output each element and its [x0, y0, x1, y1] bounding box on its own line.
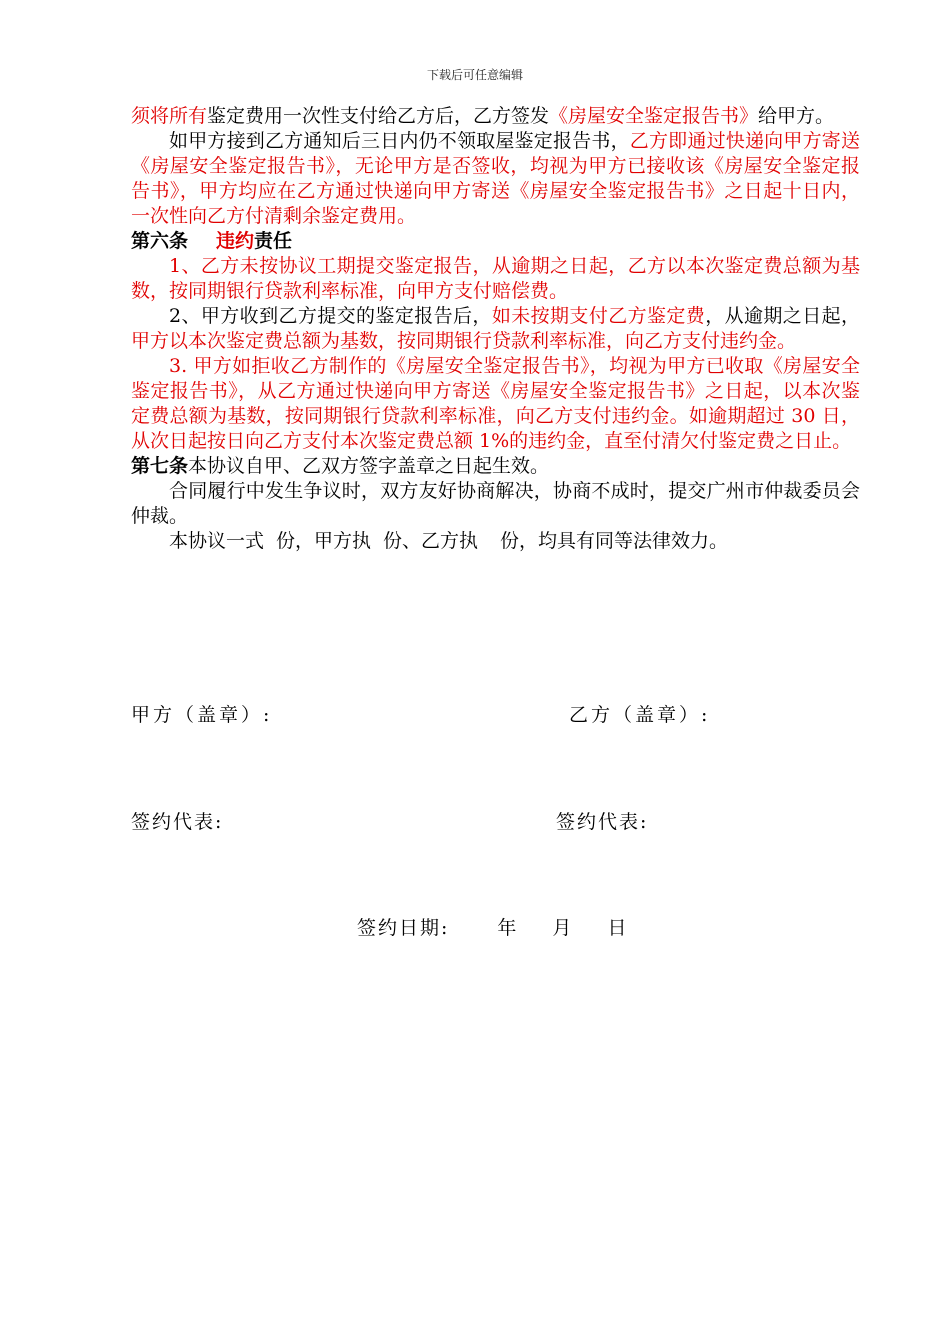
page-header: 下载后可任意编辑: [426, 68, 523, 82]
text-black: 份、乙方执: [383, 530, 479, 552]
article-text: 本协议自甲、乙双方签字盖章之日起生效。: [188, 455, 550, 477]
payment-paragraph: [131, 104, 860, 129]
party-b-rep-label: 签约代表:: [556, 811, 649, 833]
text-red: 《房屋安全鉴定报告书》: [549, 105, 759, 127]
signing-date: [357, 916, 626, 941]
text-black: ，从逾期之日起，: [705, 305, 860, 327]
text-red: 甲方以本次鉴定费总额为基数，按同期银行贷款利率标准，向乙方支付违约金。: [131, 330, 797, 352]
liability-item-2: [131, 304, 860, 354]
text-red: 如未按期支付乙方鉴定费: [491, 305, 706, 327]
date-month: 月: [552, 917, 572, 939]
liability-item-3: [131, 354, 860, 454]
text-red: 须将所有: [131, 105, 208, 127]
text-black: 鉴定费用一次性支付给乙方后，乙方签发: [207, 105, 550, 127]
dispute-paragraph: 合同履行中发生争议时，双方友好协商解决，协商不成时，提交广州市仲裁委员会仲裁。: [131, 480, 860, 527]
article-label: 第七条: [131, 455, 189, 477]
text-red: 1、乙方未按协议工期提交鉴定报告，从逾期之日起，乙方以本次鉴定费总额为基数，按同期银行贷款利率标准，向甲方支付赔偿费。: [131, 255, 860, 302]
text-black: 本协议一式: [169, 530, 265, 552]
article-title-red: 违约: [216, 230, 255, 252]
contract-body: [131, 104, 860, 554]
liability-item-1: [131, 254, 860, 304]
text-black: 份，均具有同等法律效力。: [500, 530, 729, 552]
text-black: 份，甲方执: [276, 530, 372, 552]
copies-paragraph: [131, 529, 860, 554]
text-black: 2、甲方收到乙方提交的鉴定报告后，: [169, 305, 492, 327]
article-title-black: 责任: [254, 230, 293, 252]
party-a-rep-label: 签约代表:: [131, 811, 224, 833]
text-red: 乙方即通过快递向甲方寄送《房屋安全鉴定报告书》，无论甲方是否签收，均视为甲方已接收该《房屋安全鉴定报告书》，甲方均应在乙方通过快递向甲方寄送《房屋安全鉴定报告书》之日起十日内，一次性向乙方付清剩余鉴定费用。: [131, 130, 860, 227]
party-b-seal-label: 乙方（盖章）:: [569, 704, 711, 726]
article-7: [131, 454, 860, 479]
party-a-seal-label: 甲方（盖章）:: [131, 704, 273, 726]
text-black: 给甲方。: [758, 105, 835, 127]
date-day: 日: [607, 917, 627, 939]
article-label: 第六条: [131, 230, 189, 252]
date-year: 年: [497, 917, 517, 939]
text-red: 3. 甲方如拒收乙方制作的《房屋安全鉴定报告书》，均视为甲方已收取《房屋安全鉴定报告书》，从乙方通过快递向甲方寄送《房屋安全鉴定报告书》之日起，以本次鉴定费总额为基数，按同期银行贷款利率标准，向乙方支付违约金。如逾期超过 30 日，从次日起按日向乙方支付本次鉴定费总额 1%的违约金，直至付清欠付鉴定费之日止。: [131, 355, 860, 452]
article-6-heading: [131, 229, 860, 254]
text-black: 如甲方接到乙方通知后三日内仍不领取屋鉴定报告书，: [169, 130, 630, 152]
date-label: 签约日期:: [357, 917, 450, 939]
delivery-paragraph: [131, 129, 860, 229]
